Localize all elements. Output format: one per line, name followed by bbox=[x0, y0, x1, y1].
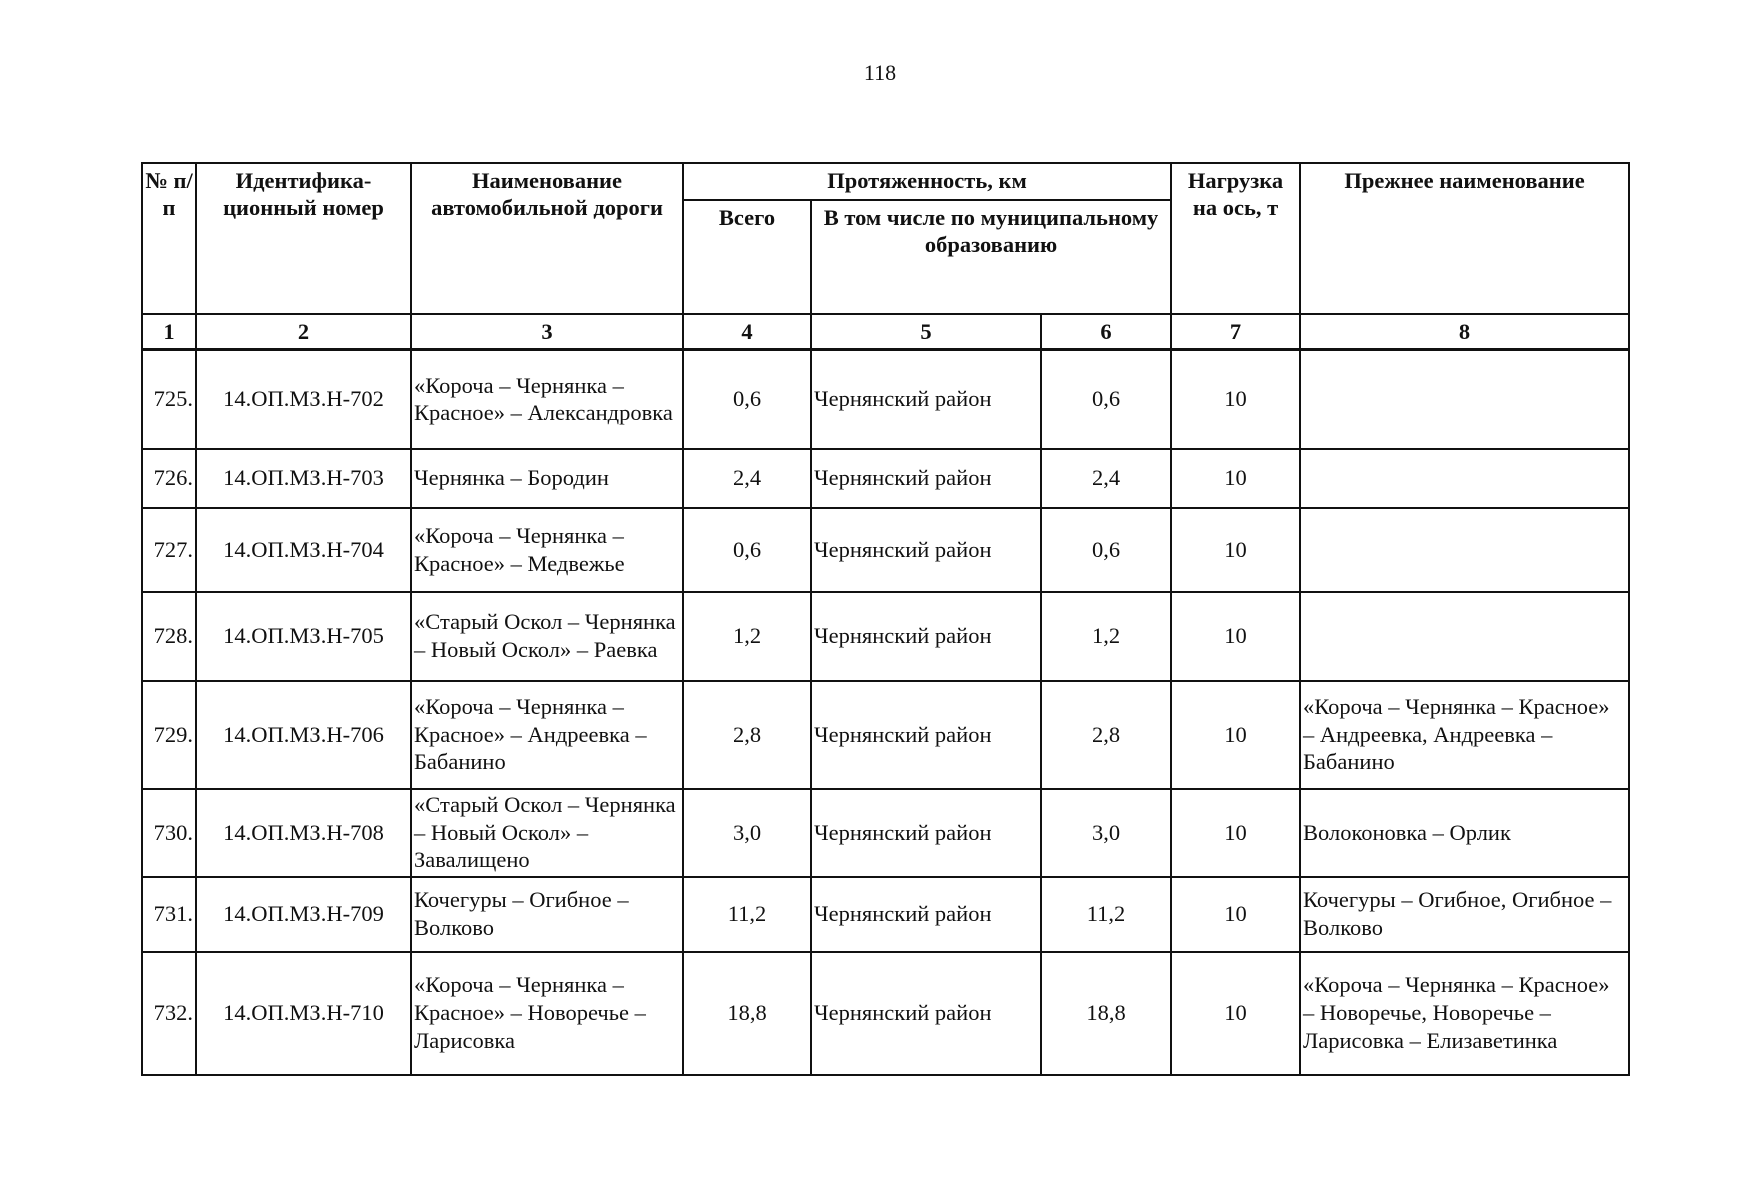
road-name: Чернянка – Бородин bbox=[411, 449, 683, 508]
municipal-length: 0,6 bbox=[1041, 350, 1171, 449]
axle-load: 10 bbox=[1171, 952, 1300, 1075]
header-num: № п/п bbox=[142, 163, 196, 314]
length-total: 18,8 bbox=[683, 952, 811, 1075]
length-total: 1,2 bbox=[683, 592, 811, 681]
axle-load: 10 bbox=[1171, 789, 1300, 877]
previous-name: «Короча – Чернянка – Красное» – Новоречье, Новоречье – Ларисовка – Елизаветинка bbox=[1300, 952, 1629, 1075]
axle-load: 10 bbox=[1171, 508, 1300, 592]
municipality: Чернянский район bbox=[811, 952, 1041, 1075]
row-number: 726. bbox=[142, 449, 196, 508]
page-number: 118 bbox=[863, 60, 897, 85]
header-total: Всего bbox=[683, 200, 811, 314]
road-name: «Короча – Чернянка – Красное» – Медвежье bbox=[411, 508, 683, 592]
roads-table bbox=[141, 162, 1630, 1076]
axle-load: 10 bbox=[1171, 449, 1300, 508]
header-name: Наименование автомобильной дороги bbox=[411, 163, 683, 314]
road-id: 14.ОП.МЗ.Н-703 bbox=[196, 449, 411, 508]
header-previous: Прежнее наименование bbox=[1300, 163, 1629, 314]
length-total: 3,0 bbox=[683, 789, 811, 877]
municipal-length: 3,0 bbox=[1041, 789, 1171, 877]
previous-name bbox=[1300, 449, 1629, 508]
previous-name bbox=[1300, 508, 1629, 592]
municipality: Чернянский район bbox=[811, 449, 1041, 508]
municipal-length: 2,4 bbox=[1041, 449, 1171, 508]
table-row bbox=[142, 350, 1629, 449]
column-number: 8 bbox=[1300, 314, 1629, 350]
length-total: 11,2 bbox=[683, 877, 811, 952]
municipal-length: 0,6 bbox=[1041, 508, 1171, 592]
column-number: 7 bbox=[1171, 314, 1300, 350]
header-length: Протяженность, км bbox=[683, 163, 1171, 200]
length-total: 2,8 bbox=[683, 681, 811, 789]
road-id: 14.ОП.МЗ.Н-709 bbox=[196, 877, 411, 952]
header-municipal: В том числе по муниципальному образованию bbox=[811, 200, 1171, 314]
previous-name: Волоконовка – Орлик bbox=[1300, 789, 1629, 877]
municipal-length: 18,8 bbox=[1041, 952, 1171, 1075]
length-total: 2,4 bbox=[683, 449, 811, 508]
axle-load: 10 bbox=[1171, 350, 1300, 449]
table-row bbox=[142, 681, 1629, 789]
header-load: Нагрузка на ось, т bbox=[1171, 163, 1300, 314]
column-number: 1 bbox=[142, 314, 196, 350]
table-row bbox=[142, 789, 1629, 877]
table-row bbox=[142, 592, 1629, 681]
road-id: 14.ОП.МЗ.Н-702 bbox=[196, 350, 411, 449]
row-number: 730. bbox=[142, 789, 196, 877]
row-number: 725. bbox=[142, 350, 196, 449]
road-id: 14.ОП.МЗ.Н-706 bbox=[196, 681, 411, 789]
road-name: «Короча – Чернянка – Красное» – Андреевка – Бабанино bbox=[411, 681, 683, 789]
length-total: 0,6 bbox=[683, 350, 811, 449]
column-number: 3 bbox=[411, 314, 683, 350]
column-number: 5 bbox=[811, 314, 1041, 350]
axle-load: 10 bbox=[1171, 681, 1300, 789]
table-row bbox=[142, 952, 1629, 1075]
table-row bbox=[142, 449, 1629, 508]
municipality: Чернянский район bbox=[811, 877, 1041, 952]
row-number: 732. bbox=[142, 952, 196, 1075]
municipal-length: 2,8 bbox=[1041, 681, 1171, 789]
road-name: «Старый Оскол – Чернянка – Новый Оскол» – Завалищено bbox=[411, 789, 683, 877]
road-id: 14.ОП.МЗ.Н-705 bbox=[196, 592, 411, 681]
table-row bbox=[142, 508, 1629, 592]
municipal-length: 11,2 bbox=[1041, 877, 1171, 952]
row-number: 728. bbox=[142, 592, 196, 681]
municipality: Чернянский район bbox=[811, 350, 1041, 449]
column-number: 4 bbox=[683, 314, 811, 350]
municipality: Чернянский район bbox=[811, 508, 1041, 592]
road-id: 14.ОП.МЗ.Н-704 bbox=[196, 508, 411, 592]
table-row bbox=[142, 877, 1629, 952]
column-number: 2 bbox=[196, 314, 411, 350]
road-name: «Короча – Чернянка – Красное» – Новоречье – Ларисовка bbox=[411, 952, 683, 1075]
previous-name bbox=[1300, 592, 1629, 681]
road-id: 14.ОП.МЗ.Н-708 bbox=[196, 789, 411, 877]
municipality: Чернянский район bbox=[811, 681, 1041, 789]
row-number: 731. bbox=[142, 877, 196, 952]
row-number: 727. bbox=[142, 508, 196, 592]
previous-name bbox=[1300, 350, 1629, 449]
road-name: Кочегуры – Огибное – Волково bbox=[411, 877, 683, 952]
previous-name: Кочегуры – Огибное, Огибное – Волково bbox=[1300, 877, 1629, 952]
header-id: Идентифика-ционный номер bbox=[196, 163, 411, 314]
municipal-length: 1,2 bbox=[1041, 592, 1171, 681]
axle-load: 10 bbox=[1171, 592, 1300, 681]
column-number: 6 bbox=[1041, 314, 1171, 350]
length-total: 0,6 bbox=[683, 508, 811, 592]
road-name: «Короча – Чернянка – Красное» – Александровка bbox=[411, 350, 683, 449]
previous-name: «Короча – Чернянка – Красное» – Андреевка, Андреевка – Бабанино bbox=[1300, 681, 1629, 789]
road-id: 14.ОП.МЗ.Н-710 bbox=[196, 952, 411, 1075]
municipality: Чернянский район bbox=[811, 789, 1041, 877]
road-name: «Старый Оскол – Чернянка – Новый Оскол» – Раевка bbox=[411, 592, 683, 681]
axle-load: 10 bbox=[1171, 877, 1300, 952]
row-number: 729. bbox=[142, 681, 196, 789]
municipality: Чернянский район bbox=[811, 592, 1041, 681]
